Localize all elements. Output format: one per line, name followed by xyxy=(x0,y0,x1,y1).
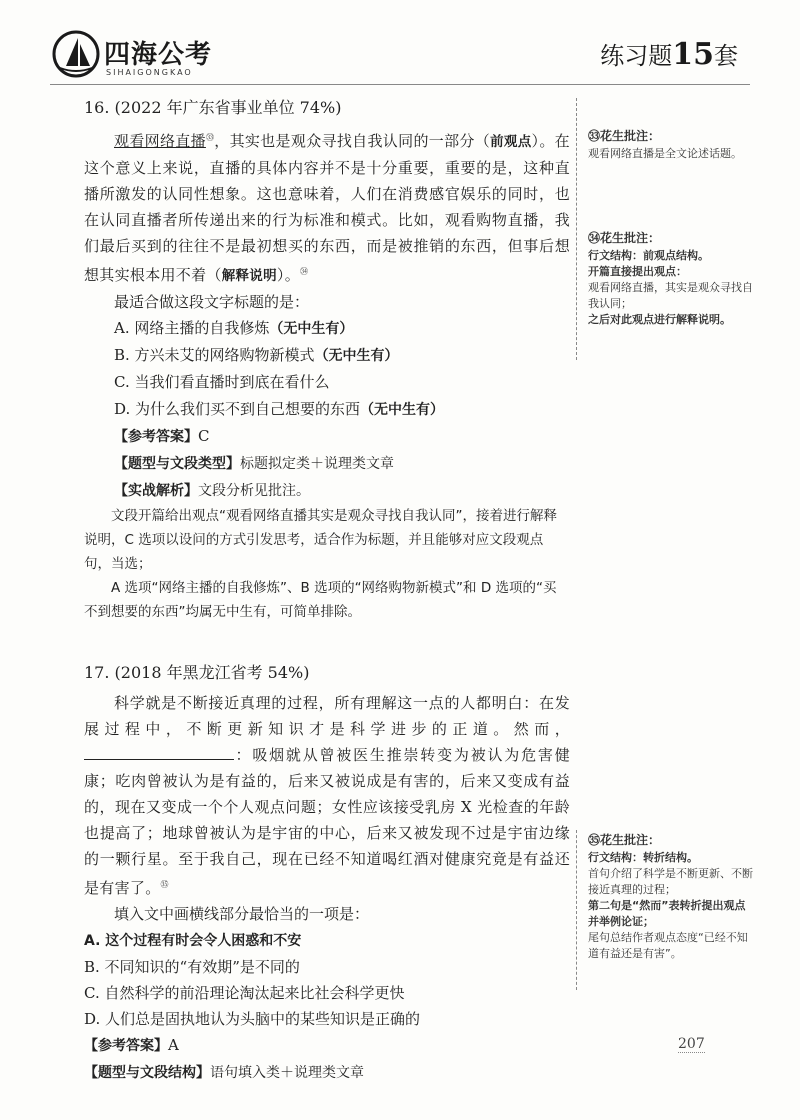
answer-value: A xyxy=(168,1036,179,1054)
option-text: C. 当我们看直播时到底在看什么 xyxy=(114,373,330,391)
option-text: A. 这个过程有时会令人困惑和不安 xyxy=(84,933,302,949)
analysis-label: 【实战解析】 xyxy=(114,483,198,499)
page-header xyxy=(0,0,800,95)
option-note: （无中生有） xyxy=(269,321,354,337)
annotation-line: 观看网络直播，其实是观众寻找自我认同； xyxy=(588,281,753,310)
set-suffix: 套 xyxy=(714,42,738,70)
annotation-line: 尾句总结作者观点态度“已经不知道有益还是有害”。 xyxy=(588,931,748,960)
q17-heading: 17. (2018 年黑龙江省考 54%) xyxy=(84,663,310,682)
q16-option-b[interactable] xyxy=(84,342,570,369)
q16-answer xyxy=(84,423,570,450)
type-value: 语句填入类＋说理类文章 xyxy=(210,1065,364,1081)
q17-prompt: 填入文中画横线部分最恰当的一项是： xyxy=(114,905,370,923)
main-content xyxy=(84,95,570,1086)
answer-label: 【参考答案】 xyxy=(114,429,198,445)
type-label: 【题型与文段类型】 xyxy=(114,456,240,472)
answer-label: 【参考答案】 xyxy=(84,1038,168,1054)
annotation-34 xyxy=(588,230,753,328)
q16-analysis-p1: 文段开篇给出观点“观看网络直播其实是观众寻找自我认同”，接着进行解释说明，C 选项以设问的方式引发思考，适合作为标题，并且能够对应文段观点句，当选； xyxy=(84,508,557,572)
annotation-head: ㉟花生批注： xyxy=(588,833,661,847)
q17-option-a[interactable] xyxy=(84,927,570,954)
q16-analysis-head xyxy=(84,477,570,504)
annotation-ref-33: ㉝ xyxy=(205,133,215,142)
annotation-body: 观看网络直播是全文论述话题。 xyxy=(588,147,742,160)
q16-passage-part: ，其实也是观众寻找自我认同的一部分（ xyxy=(214,132,491,150)
annotation-line: 行文结构：前观点结构。 xyxy=(588,249,709,262)
option-note: （无中生有） xyxy=(314,348,399,364)
option-text: A. 网络主播的自我修炼 xyxy=(114,319,270,337)
annotation-head: ㉝花生批注： xyxy=(588,129,661,143)
header-divider xyxy=(50,84,750,85)
q17-option-b[interactable]: B. 不同知识的“有效期”是不同的 xyxy=(84,958,300,976)
annotation-line: 第二句是“然而”表转折提出观点并举例论证； xyxy=(588,899,746,928)
logo-name: 四海公考 xyxy=(104,40,213,70)
analysis-value: 文段分析见批注。 xyxy=(198,483,310,499)
logo xyxy=(52,30,212,85)
q16-topic-phrase: 观看网络直播 xyxy=(114,132,206,150)
sail-logo-icon xyxy=(52,30,100,78)
q17-passage xyxy=(84,690,570,901)
q16-option-d[interactable] xyxy=(84,396,570,423)
q17-option-d[interactable]: D. 人们总是固执地认为头脑中的某些知识是正确的 xyxy=(84,1010,421,1028)
q16-passage-part: ）。在这个意义上来说，直播的具体内容并不是十分重要，重要的是，这种直播所激发的认同性想象。这也意味着，人们在消费感官娱乐的同时，也在认同直播者所传递出来的行为标准和模式。比如，观看购物直播，我们最后买到的往往不是最初想买的东西，而是被推销的东西，但事后想想其实根本用不着（ xyxy=(84,132,570,284)
q16-type xyxy=(84,450,570,477)
q16-passage xyxy=(84,125,570,289)
margin-divider xyxy=(576,98,577,360)
q16-option-c[interactable] xyxy=(84,369,570,396)
annotation-ref-34: ㉞ xyxy=(300,267,309,276)
q17-passage-part: 吸烟就从曾被医生推崇转变为被认为危害健康；吃肉曾被认为是有益的，后来又被说成是有害的，后来又变成有益的，现在又变成一个个人观点问题；女性应该接受乳房 X 光检查的年龄也提高了；地球曾被认为是宇宙的中心，后来又被发现不过是宇宙边缘的一颗行星。至于我自己，现在已经不知道喝红酒对健康究竟是有益还是有害了。 xyxy=(84,746,571,897)
annotation-35 xyxy=(588,832,753,962)
option-text: B. 方兴未艾的网络购物新模式 xyxy=(114,346,315,364)
q16-analysis-p2: A 选项“网络主播的自我修炼”、B 选项的“网络购物新模式”和 D 选项的“买不到想要的东西”均属无中生有，可简单排除。 xyxy=(84,580,557,620)
q17-passage-part: 科学就是不断接近真理的过程，所有理解这一点的人都明白：在发展过程中，不断更新知识才是科学进步的正道。然而， xyxy=(84,694,570,738)
q16-passage-part: ）。 xyxy=(276,266,301,284)
q16-heading: 16. (2022 年广东省事业单位 74%) xyxy=(84,98,342,117)
q17-fill-blank[interactable] xyxy=(84,745,234,760)
set-prefix: 练习题 xyxy=(600,42,673,70)
q17-type xyxy=(84,1059,570,1086)
logo-subtitle: SIHAIGONGKAO xyxy=(106,68,193,77)
type-label: 【题型与文段结构】 xyxy=(84,1065,210,1081)
q16-tag-front-view: 前观点 xyxy=(490,134,532,150)
page-number: 207 xyxy=(678,1036,705,1052)
answer-value: C xyxy=(198,427,210,445)
annotation-line: 之后对此观点进行解释说明。 xyxy=(588,313,731,326)
set-number: 15 xyxy=(672,37,714,72)
option-note: （无中生有） xyxy=(360,402,445,418)
q17-answer xyxy=(84,1032,570,1059)
margin-divider xyxy=(576,830,577,990)
annotation-head: ㉞花生批注： xyxy=(588,231,661,245)
annotation-line: 首句介绍了科学是不断更新、不断接近真理的过程； xyxy=(588,867,753,896)
type-value: 标题拟定类＋说理类文章 xyxy=(240,456,394,472)
annotation-ref-35: ㉟ xyxy=(160,880,169,889)
exercise-set-title xyxy=(600,36,738,72)
q16-option-a[interactable] xyxy=(84,315,570,342)
annotation-line: 开篇直接提出观点： xyxy=(588,265,687,278)
q16-prompt: 最适合做这段文字标题的是： xyxy=(114,293,310,311)
annotation-33 xyxy=(588,128,753,162)
annotation-line: 行文结构：转折结构。 xyxy=(588,851,698,864)
q16-tag-explain: 解释说明 xyxy=(221,268,277,284)
q17-option-c[interactable]: C. 自然科学的前沿理论淘汰起来比社会科学更快 xyxy=(84,984,405,1002)
option-text: D. 为什么我们买不到自己想要的东西 xyxy=(114,400,361,418)
q17-passage-part: ： xyxy=(234,746,253,764)
